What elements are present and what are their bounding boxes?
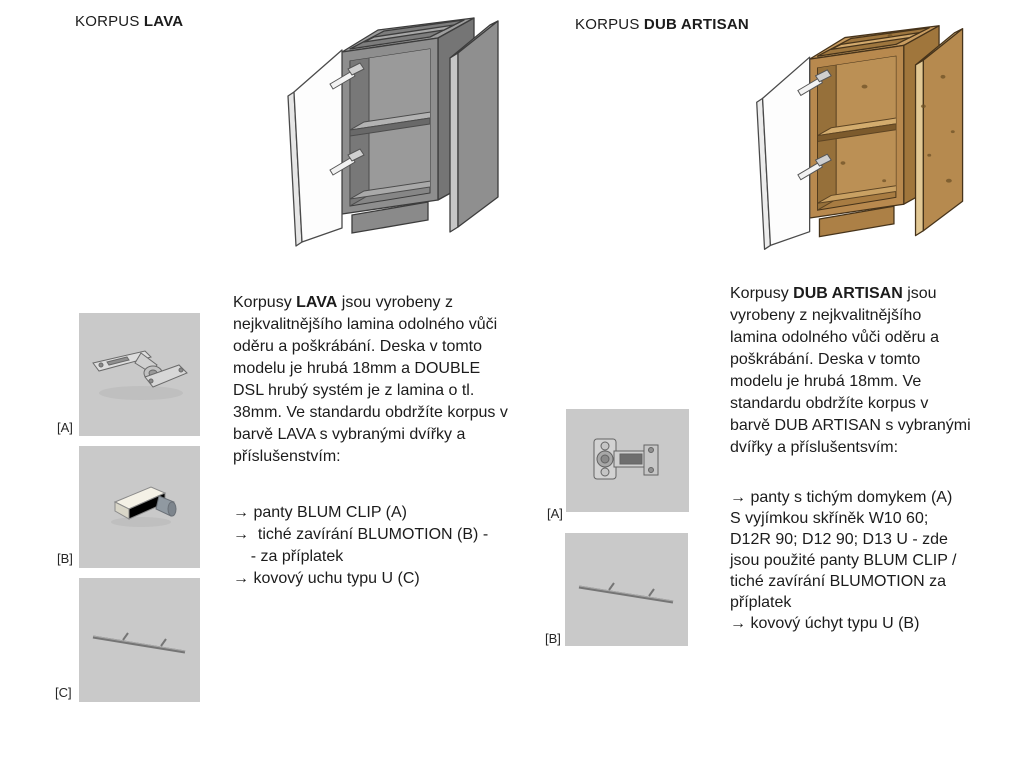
artisan-feature-line: tiché zavírání BLUMOTION za [730,573,947,590]
artisan-feature-line: → kovový úchyt typu U (B) [730,615,920,632]
blumotion-damper-icon [79,446,200,568]
artisan-photo-hinge [566,409,689,512]
u-handle-icon [79,578,200,702]
lava-feature-line: → panty BLUM CLIP (A) [233,504,407,521]
artisan-paragraph-bold: DUB ARTISAN [793,285,903,302]
korpus-lava-title [75,13,183,30]
artisan-cabinet-illustration [746,16,988,266]
artisan-photo-handle [565,533,688,646]
artisan-feature-line: jsou použité panty BLUM CLIP / [730,552,957,569]
artisan-label-a: [A] [547,506,563,521]
artisan-paragraph-lead: Korpusy [730,285,794,302]
artisan-open-door [757,57,810,249]
lava-label-c: [C] [55,685,72,700]
lava-paragraph-rest: jsou vyrobeny z nejkvalitnějšího lamina odolného vůči oděru a poškrábání. Deska v tomto modelu je hrubá 18mm a DOUBLE DSL hrubý systém je z lamina o tl. 38mm. Ve standardu obdržíte korpus v barvě LAVA s vybranými dvířky a příslušenstvím: [233,294,508,465]
artisan-feature-list [730,487,957,634]
blum-clip-hinge-icon [79,313,200,436]
lava-paragraph-bold: LAVA [296,294,338,311]
korpus-artisan-title-name: DUB ARTISAN [643,16,749,33]
lava-photo-handle [79,578,200,702]
artisan-label-b: [B] [545,631,561,646]
artisan-description [730,283,972,459]
artisan-side-panel [916,29,963,236]
korpus-artisan-title-prefix: KORPUS [575,16,644,33]
artisan-feature-line: → panty s tichým domykem (A) [730,489,953,506]
lava-cabinet-illustration [278,8,523,263]
lava-open-door [288,50,342,246]
lava-feature-line: → tiché zavírání BLUMOTION (B) - [233,526,489,543]
lava-label-b: [B] [57,551,73,566]
lava-feature-line: - za příplatek [233,548,344,565]
lava-feature-line: → kovový uchu typu U (C) [233,570,420,587]
korpus-lava-title-prefix: KORPUS [75,13,144,30]
artisan-paragraph-rest: jsou vyrobeny z nejkvalitnějšího lamina odolného vůči oděru a poškrábání. Deska v tomto modelu je hrubá 18mm. Ve standardu obdržíte korpus v barvě DUB ARTISAN s vybranými dvířky a příslušentsvím: [730,285,971,456]
lava-description [233,292,509,468]
lava-paragraph-lead: Korpusy [233,294,297,311]
lava-label-a: [A] [57,420,73,435]
artisan-feature-line: příplatek [730,594,792,611]
korpus-artisan-title [575,16,749,33]
lava-photo-damper [79,446,200,568]
artisan-feature-line: S vyjímkou skříněk W10 60; [730,510,929,527]
u-handle-icon [565,533,688,646]
lava-side-panel [450,21,498,232]
lava-photo-hinge [79,313,200,436]
soft-close-hinge-icon [566,409,689,512]
lava-feature-list [233,502,488,590]
korpus-lava-title-name: LAVA [143,13,184,30]
artisan-feature-line: D12R 90; D12 90; D13 U - zde [730,531,948,548]
